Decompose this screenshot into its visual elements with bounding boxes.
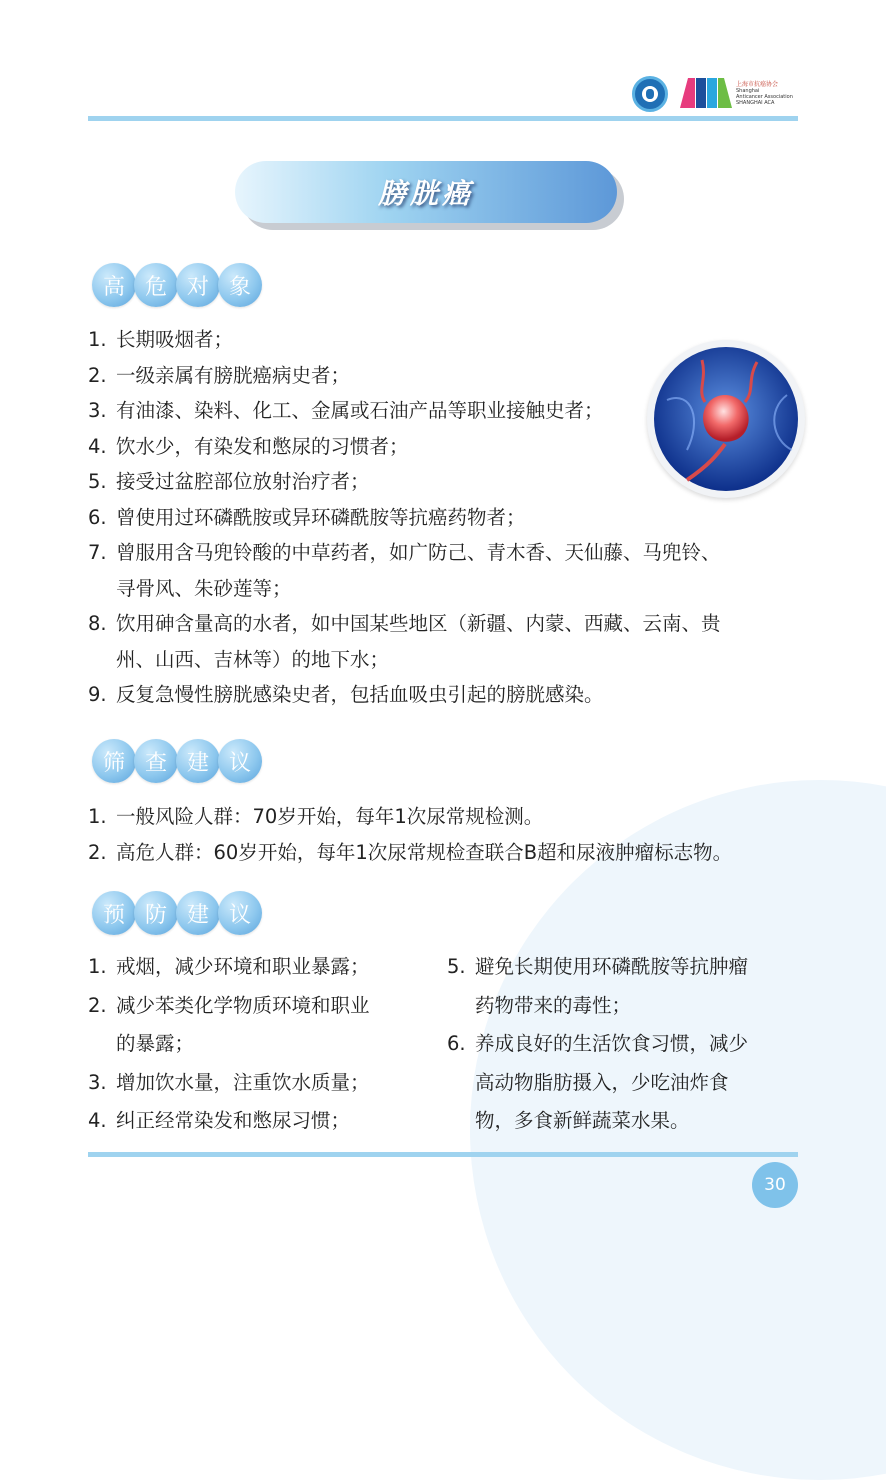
list-text: 戒烟，减少环境和职业暴露； bbox=[116, 955, 370, 978]
list-item bbox=[88, 1064, 428, 1103]
list-item bbox=[88, 799, 808, 835]
list-item bbox=[447, 948, 803, 1025]
list-item bbox=[88, 677, 808, 713]
list-item bbox=[88, 948, 428, 987]
list-text: 饮水少，有染发和憋尿的习惯者； bbox=[116, 434, 409, 458]
aca-logo bbox=[680, 78, 732, 108]
list-item bbox=[88, 987, 428, 1064]
heading-bubble: 议 bbox=[218, 739, 262, 783]
association-name-en-1: Shanghai bbox=[736, 88, 760, 94]
list-text: 减少苯类化学物质环境和职业 bbox=[116, 993, 370, 1017]
list-text: 养成良好的生活饮食习惯，减少 bbox=[475, 1032, 749, 1055]
heading-bubble: 象 bbox=[218, 263, 262, 307]
heading-bubble: 预 bbox=[92, 891, 136, 935]
title-banner bbox=[235, 161, 617, 223]
list-number: 6. bbox=[88, 505, 107, 529]
heading-bubble: 高 bbox=[92, 263, 136, 307]
list-item bbox=[88, 1102, 428, 1141]
list-number: 9. bbox=[88, 683, 107, 706]
list-text-cont: 药物带来的毒性； bbox=[475, 993, 632, 1017]
top-divider bbox=[88, 116, 798, 121]
list-text-cont: 的暴露； bbox=[116, 1032, 195, 1055]
page-number: 30 bbox=[752, 1162, 798, 1208]
heading-bubble: 建 bbox=[176, 891, 220, 935]
list-number: 7. bbox=[88, 541, 107, 564]
list-number: 2. bbox=[88, 363, 107, 387]
list-text: 避免长期使用环磷酰胺等抗肿瘤 bbox=[475, 955, 749, 978]
list-text: 饮用砷含量高的水者，如中国某些地区（新疆、内蒙、西藏、云南、贵 bbox=[116, 612, 721, 635]
list-number: 6. bbox=[447, 1032, 466, 1055]
list-text-cont: 物，多食新鲜蔬菜水果。 bbox=[475, 1109, 690, 1132]
list-number: 2. bbox=[88, 993, 107, 1017]
list-item bbox=[88, 535, 808, 606]
association-name-cn: 上海市抗癌协会 bbox=[736, 81, 779, 88]
list-text: 接受过盆腔部位放射治疗者； bbox=[116, 470, 370, 493]
heading-bubble: 筛 bbox=[92, 739, 136, 783]
section-heading-prevention bbox=[92, 891, 260, 935]
association-name-en-3: SHANGHAI ACA bbox=[736, 100, 775, 106]
list-item bbox=[447, 1025, 803, 1141]
list-number: 1. bbox=[88, 955, 107, 978]
list-item bbox=[88, 606, 808, 677]
heading-bubble: 防 bbox=[134, 891, 178, 935]
list-text: 曾使用过环磷酰胺或异环磷酰胺等抗癌药物者； bbox=[116, 505, 526, 529]
list-number: 8. bbox=[88, 612, 107, 635]
prevention-list-left bbox=[88, 948, 428, 1141]
list-text-cont: 州、山西、吉林等）的地下水； bbox=[116, 647, 390, 671]
list-item bbox=[88, 835, 808, 871]
page-title: 膀胱癌 bbox=[377, 177, 474, 210]
list-number: 1. bbox=[88, 328, 107, 351]
list-text: 纠正经常染发和憋尿习惯； bbox=[116, 1109, 351, 1132]
list-text: 曾服用含马兜铃酸的中草药者，如广防己、青木香、天仙藤、马兜铃、 bbox=[116, 541, 721, 564]
bottom-divider bbox=[88, 1152, 798, 1157]
screening-list bbox=[88, 799, 808, 870]
prevention-list-right bbox=[447, 948, 803, 1141]
list-text-cont: 寻骨风、朱砂莲等； bbox=[116, 576, 292, 600]
association-name-en-2: Anticancer Association bbox=[736, 94, 793, 100]
cancer-society-logo bbox=[632, 76, 668, 112]
list-text: 增加饮水量，注重饮水质量； bbox=[116, 1070, 370, 1094]
section-heading-risk bbox=[92, 263, 260, 307]
list-text: 长期吸烟者； bbox=[116, 328, 234, 351]
association-name bbox=[736, 82, 798, 106]
list-number: 4. bbox=[88, 1109, 107, 1132]
list-number: 3. bbox=[88, 399, 107, 422]
list-number: 4. bbox=[88, 434, 107, 458]
heading-bubble: 建 bbox=[176, 739, 220, 783]
list-number: 2. bbox=[88, 840, 107, 864]
list-number: 3. bbox=[88, 1070, 107, 1094]
list-number: 1. bbox=[88, 805, 107, 828]
heading-bubble: 危 bbox=[134, 263, 178, 307]
list-text: 有油漆、染料、化工、金属或石油产品等职业接触史者； bbox=[116, 399, 604, 422]
list-text: 反复急慢性膀胱感染史者，包括血吸虫引起的膀胱感染。 bbox=[116, 683, 604, 706]
heading-bubble: 查 bbox=[134, 739, 178, 783]
heading-bubble: 议 bbox=[218, 891, 262, 935]
heading-bubble: 对 bbox=[176, 263, 220, 307]
list-item bbox=[88, 500, 808, 536]
list-number: 5. bbox=[447, 955, 466, 978]
list-number: 5. bbox=[88, 470, 107, 493]
list-text: 一般风险人群：70岁开始，每年1次尿常规检测。 bbox=[116, 805, 544, 828]
section-heading-screening bbox=[92, 739, 260, 783]
list-text-cont: 高动物脂肪摄入，少吃油炸食 bbox=[475, 1070, 729, 1094]
list-text: 一级亲属有膀胱癌病史者； bbox=[116, 363, 351, 387]
list-text: 高危人群：60岁开始，每年1次尿常规检查联合B超和尿液肿瘤标志物。 bbox=[116, 840, 733, 864]
bladder-image bbox=[647, 340, 805, 498]
bladder-illustration bbox=[647, 340, 805, 498]
